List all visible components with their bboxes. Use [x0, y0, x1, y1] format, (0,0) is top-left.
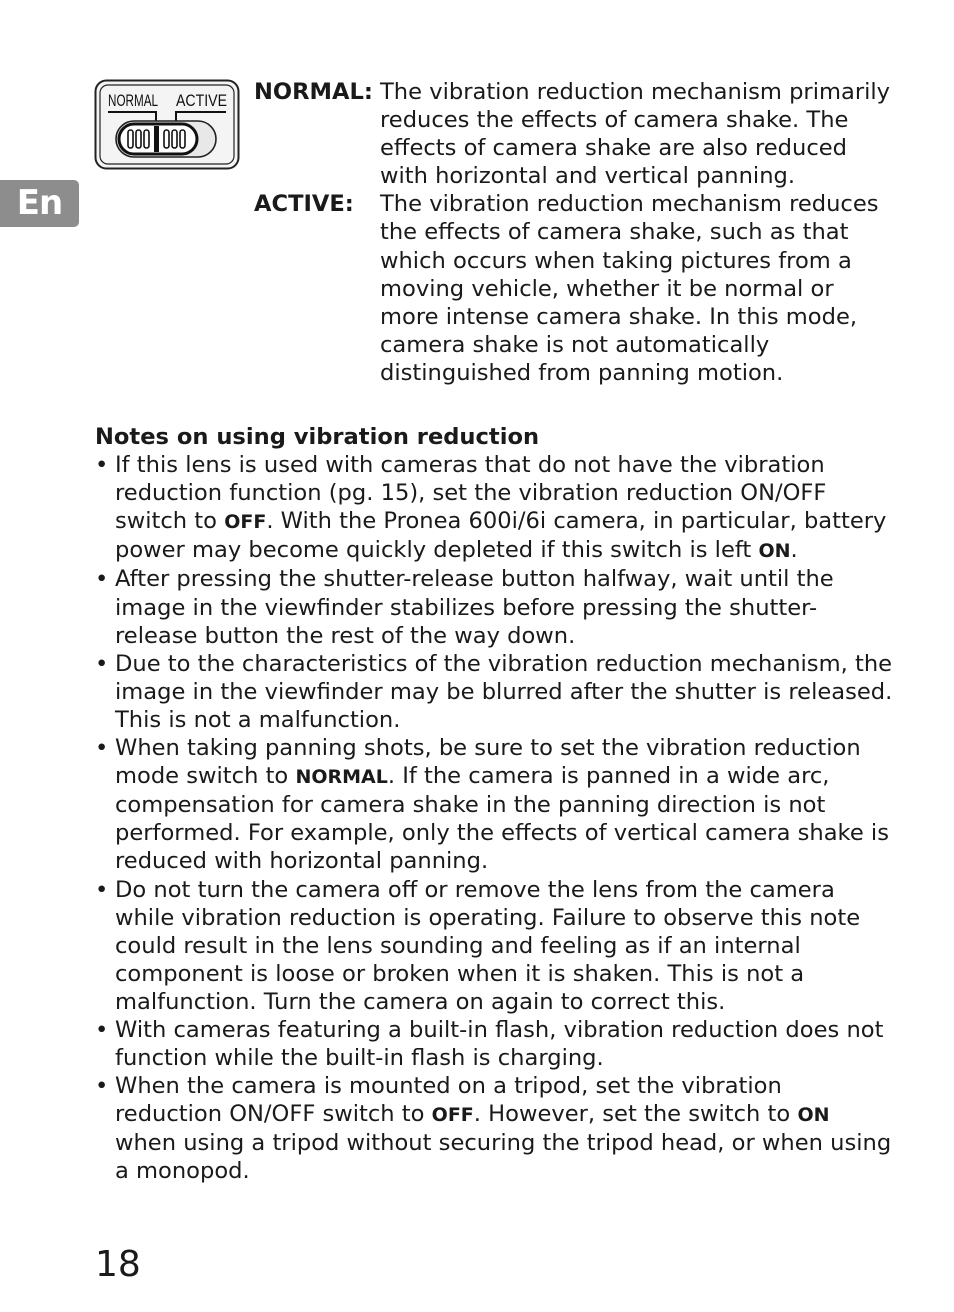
- mode-active: [254, 190, 894, 387]
- page-number: 18: [95, 1244, 141, 1285]
- note-item: • When the camera is mounted on a tripod, set the vibration reduction ON/OFF switch to OFF. However, set the switch to ON when using a tripod without securing the tripod head, or when using a monopod.: [95, 1073, 892, 1185]
- keyword-on: ON: [797, 1104, 830, 1127]
- note-item: • Due to the characteristics of the vibration reduction mechanism, the image in the viewfinder may be blurred after the shutter is released. This is not a malfunction.: [95, 650, 893, 733]
- note-item: • If this lens is used with cameras that do not have the vibration reduction function (pg. 15), set the vibration reduction ON/OFF switch to OFF. With the Pronea 600i/6i camera, in particular, battery power may become quickly depleted if this switch is left ON.: [95, 452, 887, 564]
- bullet: •: [95, 876, 109, 903]
- bullet: •: [95, 1073, 109, 1100]
- keyword-on: ON: [758, 540, 791, 563]
- bullet: •: [95, 452, 109, 479]
- mode-desc-normal: The vibration reduction mechanism primarily reduces the effects of camera shake. The effects of camera shake are also reduced with horizontal and vertical panning.: [380, 79, 891, 190]
- language-tab: En: [0, 180, 79, 227]
- mode-term-normal: NORMAL:: [254, 79, 373, 105]
- mode-term-active: ACTIVE:: [254, 191, 354, 218]
- bullet: •: [95, 1016, 109, 1043]
- mode-desc-active: The vibration reduction mechanism reduces the effects of camera shake, such as that which occurs when taking pictures from a moving vehicle, whether it be normal or more intense camera shake. In this mode, camera shake is not automatically distinguished from panning motion.: [380, 191, 879, 386]
- mode-descriptions: [254, 78, 894, 387]
- note-item: • With cameras featuring a built-in flash, vibration reduction does not function while the built-in flash is charging.: [95, 1016, 884, 1072]
- bullet: •: [95, 650, 109, 677]
- notes-heading: Notes on using vibration reduction: [95, 424, 540, 450]
- keyword-off: OFF: [224, 511, 267, 534]
- note-item: • After pressing the shutter-release button halfway, wait until the image in the viewfinder stabilizes before pressing the shutter-release button the rest of the way down.: [95, 566, 834, 649]
- keyword-normal: NORMAL: [295, 766, 388, 789]
- notes-section: [95, 423, 895, 1186]
- switch-label-normal: NORMAL: [108, 91, 158, 110]
- note-item: • When taking panning shots, be sure to set the vibration reduction mode switch to NORMAL. If the camera is panned in a wide arc, compensation for camera shake in the panning direction is not performed. For example, only the effects of vertical camera shake is reduced with horizontal panning.: [95, 735, 889, 875]
- bullet: •: [95, 566, 109, 593]
- notes-list: [95, 451, 895, 1185]
- vr-mode-switch-illustration: [94, 79, 240, 170]
- mode-normal: [254, 78, 894, 190]
- switch-label-active: ACTIVE: [176, 91, 227, 110]
- note-item: • Do not turn the camera off or remove the lens from the camera while vibration reduction is operating. Failure to observe this note could result in the lens sounding and feeling as if an internal component is loose or broken when it is shaken. This is not a malfunction. Turn the camera on again to correct this.: [95, 876, 861, 1015]
- keyword-off: OFF: [431, 1104, 474, 1127]
- bullet: •: [95, 735, 109, 762]
